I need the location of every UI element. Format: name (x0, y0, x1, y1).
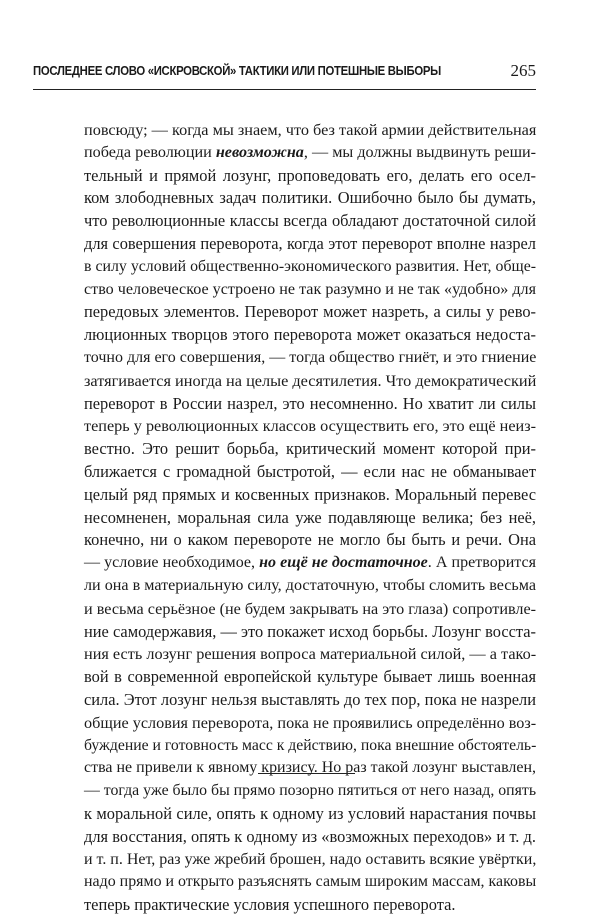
header-rule (33, 89, 536, 90)
text-line: сила. Этот лозунг нельзя выставлять до тех пор, пока не назрели (84, 689, 536, 709)
text-line: ство человеческое устроено не так разумно и не так «удобно» для (84, 280, 536, 298)
text-line: для восстания, опять к одному из «возможных переходов» и т. д. (84, 826, 536, 846)
text-line: тельный и прямой лозунг, проповедовать его, делать его осел- (84, 165, 536, 185)
text-line: — тогда уже было бы прямо позорно пятиться от него назад, опять (84, 782, 537, 800)
text-line: конечно, ни о каком перевороте не могло бы быть и речи. Она (84, 530, 536, 550)
text-segment: . А претворится (427, 554, 536, 572)
text-line: ние самодержавия, — это покажет исход борьбы. Лозунг восста- (84, 621, 536, 641)
text-line: ближается с громадной быстротой, — если нас не обманывает (84, 461, 536, 481)
text-line: переворот в России назрел, это несомненно. Но хватит ли силы (84, 393, 536, 413)
text-line: целый ряд прямых и косвенных признаков. Моральный перевес (84, 484, 536, 504)
page-number: 265 (510, 61, 536, 80)
text-line (84, 142, 536, 165)
text-segment: , — мы должны выдвинуть реши- (303, 143, 537, 161)
text-line: что революционные классы всегда обладают достаточной силой (84, 211, 536, 231)
text-line: люционных творцов этого переворота может оказаться недоста- (84, 325, 536, 345)
text-line: ния есть лозунг решения вопроса материальной силой, — а тако- (84, 645, 537, 664)
text-line: повсюду; — когда мы знаем, что без такой армии действительная (84, 121, 537, 139)
text-segment: победа революции (84, 143, 216, 161)
running-header (33, 63, 536, 85)
text-line: точно для его совершения, — тогда общество гниёт, и это гниение (84, 348, 537, 366)
section-end-rule (258, 773, 355, 774)
emphasized-text: невозможна (215, 143, 304, 161)
text-line: ком злободневных задач политики. Ошибочно было бы думать, (84, 188, 536, 208)
text-line: вой в современной европейской культуре бывает лишь военная (84, 667, 536, 687)
text-line: и т. п. Нет, раз уже жребий брошен, надо оставить всякие увёртки, (84, 850, 537, 868)
text-line: к моральной силе, опять к одному из условий нарастания почвы (84, 803, 536, 823)
text-line: несомненен, моральная сила уже подавляюще велика; без неё, (84, 507, 536, 527)
text-line: и весьма серьёзное (не будем закрывать на это глаза) сопротивле- (84, 599, 537, 618)
text-line: передовых элементов. Переворот может назреть, а силы у рево- (84, 302, 536, 322)
body-text (84, 119, 536, 917)
text-line: надо прямо и открыто разъяснять самым широким массам, каковы (84, 873, 537, 891)
running-header-title: ПОСЛЕДНЕЕ СЛОВО «ИСКРОВСКОЙ» ТАКТИКИ ИЛИ ПОТЕШНЫЕ ВЫБОРЫ (33, 63, 441, 78)
emphasized-text: но ещё не достаточное (259, 554, 428, 572)
text-line: вестно. Это решит борьба, критический момент которой при- (84, 439, 536, 459)
text-line: теперь практические условия успешного переворота. (84, 895, 456, 915)
text-line: теперь у революционных классов осуществить его, это ещё неиз- (84, 417, 536, 436)
text-line: ства не привели к явному кризису. Но раз такой лозунг выставлен, (84, 759, 536, 777)
text-line: буждение и готовность масс к действию, пока внешние обстоятель- (84, 736, 537, 754)
text-line: для совершения переворота, когда этот переворот вполне назрел (84, 233, 536, 253)
text-line: затягивается иногда на целые десятилетия. Что демократический (84, 370, 537, 390)
text-line: общие условия переворота, пока не проявились определённо воз- (84, 713, 537, 732)
text-line (84, 552, 536, 575)
text-line: ли она в материальную силу, достаточную, чтобы сломить весьма (84, 576, 536, 594)
text-line: в силу условий общественно-экономического развития. Нет, обще- (84, 257, 536, 275)
text-segment: — условие необходимое, (84, 554, 260, 572)
